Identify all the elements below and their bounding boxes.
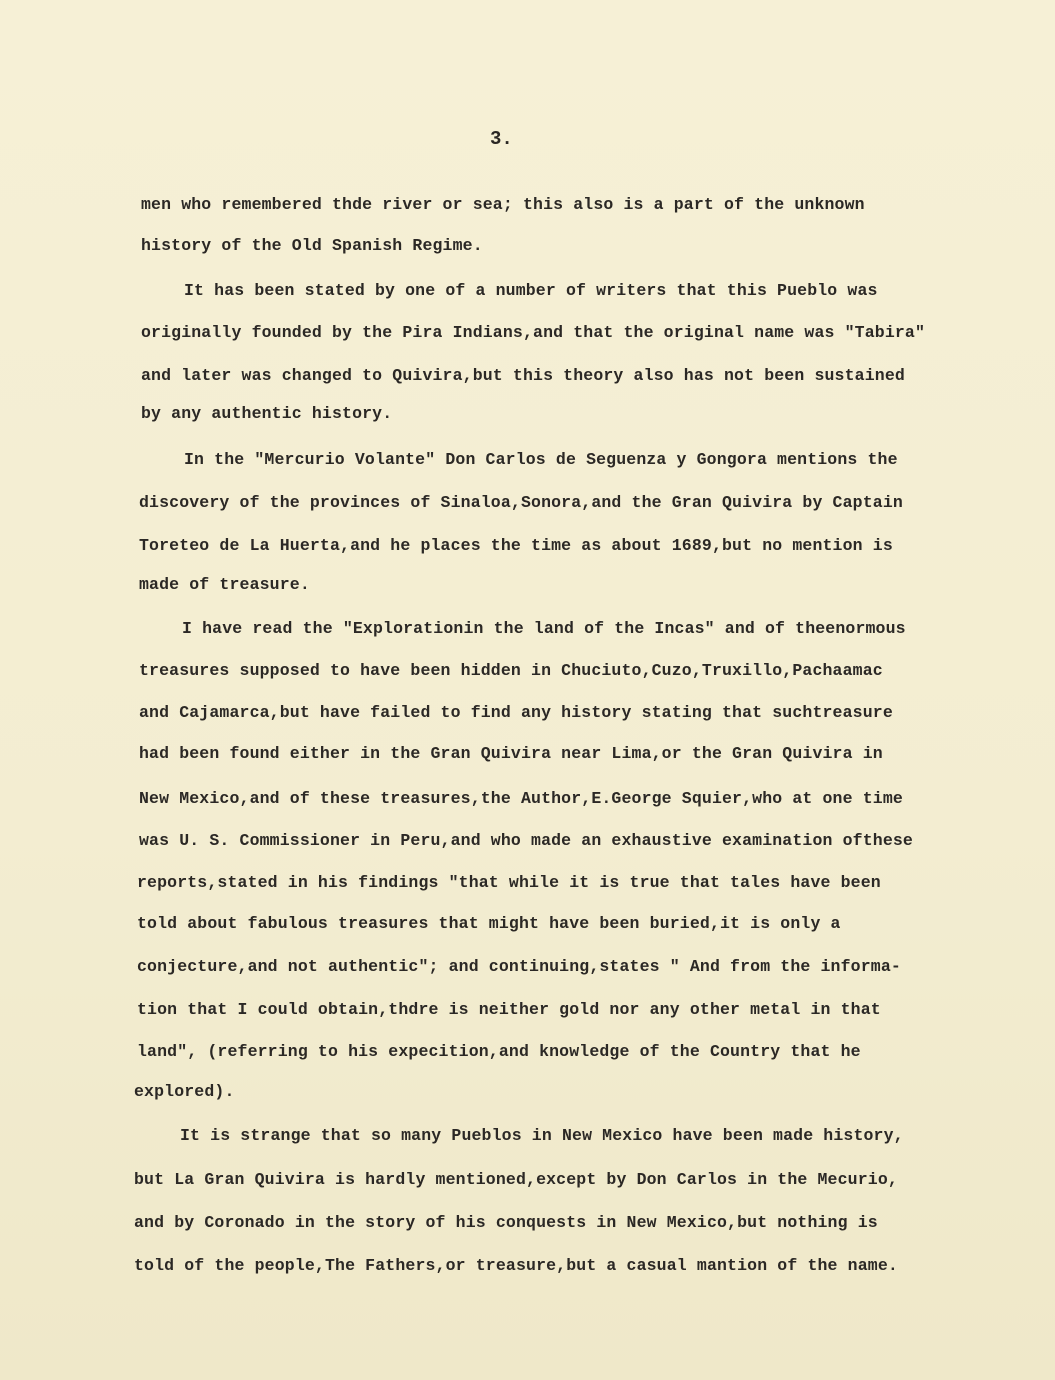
page-number: 3. [490,128,513,150]
text-line: tion that I could obtain,thdre is neither gold nor any other metal in that [137,1000,881,1019]
text-line: land", (referring to his expecition,and knowledge of the Country that he [137,1042,861,1061]
text-line: told about fabulous treasures that might have been buried,it is only a [137,914,841,933]
text-line: and later was changed to Quivira,but this theory also has not been sustained [141,366,905,385]
text-line: history of the Old Spanish Regime. [141,236,483,255]
text-line: told of the people,The Fathers,or treasure,but a casual mantion of the name. [134,1256,898,1275]
text-line: and Cajamarca,but have failed to find any history stating that suchtreasure [139,703,893,722]
text-line: Toreteo de La Huerta,and he places the time as about 1689,but no mention is [139,536,893,555]
text-line: treasures supposed to have been hidden in Chuciuto,Cuzo,Truxillo,Pachaamac [139,661,883,680]
text-line: New Mexico,and of these treasures,the Author,E.George Squier,who at one time [139,789,903,808]
text-line: and by Coronado in the story of his conquests in New Mexico,but nothing is [134,1213,878,1232]
text-line: by any authentic history. [141,404,393,423]
text-line: I have read the "Explorationin the land of the Incas" and of theenormous [182,619,906,638]
text-line: reports,stated in his findings "that while it is true that tales have been [137,873,881,892]
text-line: had been found either in the Gran Quivira near Lima,or the Gran Quivira in [139,744,883,763]
text-line: It has been stated by one of a number of writers that this Pueblo was [184,281,878,300]
text-line: In the "Mercurio Volante" Don Carlos de Seguenza y Gongora mentions the [184,450,898,469]
text-line: but La Gran Quivira is hardly mentioned,except by Don Carlos in the Mecurio, [134,1170,898,1189]
text-line: men who remembered thde river or sea; this also is a part of the unknown [141,195,865,214]
text-line: originally founded by the Pira Indians,and that the original name was "Tabira" [141,323,926,342]
text-line: explored). [134,1082,235,1101]
text-line: conjecture,and not authentic"; and continuing,states " And from the informa- [137,957,901,976]
text-line: discovery of the provinces of Sinaloa,Sonora,and the Gran Quivira by Captain [139,493,903,512]
text-line: made of treasure. [139,575,310,594]
text-line: It is strange that so many Pueblos in New Mexico have been made history, [180,1126,904,1145]
text-line: was U. S. Commissioner in Peru,and who made an exhaustive examination ofthese [139,831,913,850]
